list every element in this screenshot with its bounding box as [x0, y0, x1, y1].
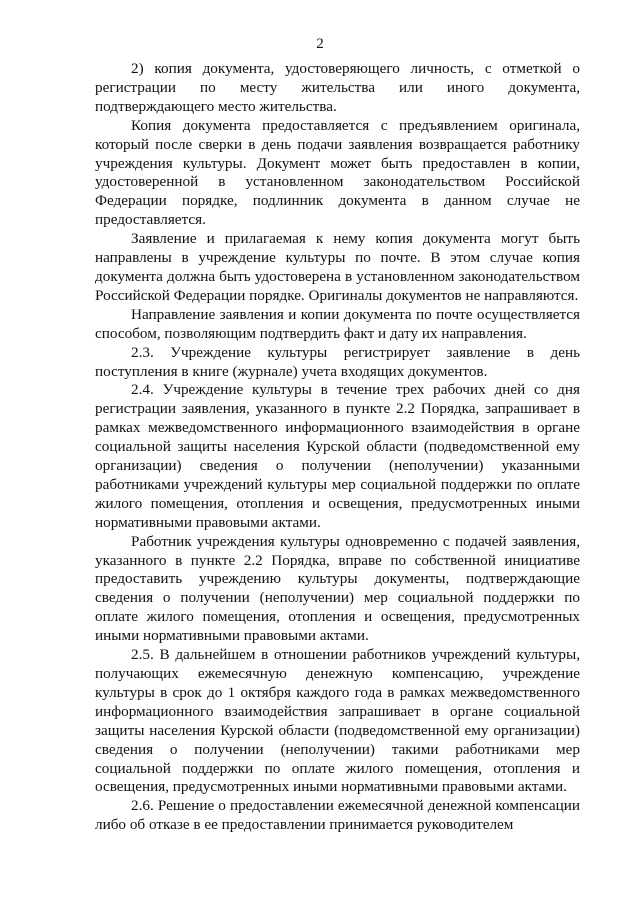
paragraph-clause-2-6: 2.6. Решение о предоставлении ежемесячной денежной компенсации либо об отказе в ее предоставлении принимается руководителем — [95, 797, 580, 834]
paragraph-item-2-copy-identity: 2) копия документа, удостоверяющего личность, с отметкой о регистрации по месту жительства или иного документа, подтверждающего место жительства. — [95, 60, 580, 115]
paragraph-mail-method: Направление заявления и копии документа по почте осуществляется способом, позволяющим подтвердить факт и дату их направления. — [95, 305, 580, 342]
page-number: 2 — [316, 36, 324, 52]
paragraph-clause-2-3: 2.3. Учреждение культуры регистрирует заявление в день поступления в книге (журнале) учета входящих документов. — [95, 343, 580, 380]
paragraph-worker-own-initiative: Работник учреждения культуры одновременно с подачей заявления, указанного в пункте 2.2 Порядка, вправе по собственной инициативе предоставить учреждению культуры документы, подтверждающие сведения о получении (неполучении) мер социальной поддержки по оплате жилого помещения, отопления и освещения, предусмотренных иными нормативными правовыми актами. — [95, 532, 580, 645]
paragraph-clause-2-5: 2.5. В дальнейшем в отношении работников учреждений культуры, получающих ежемесячную денежную компенсацию, учреждение культуры в срок до 1 октября каждого года в рамках межведомственного информационного взаимодействия запрашивает в органе социальной защиты населения Курской области (подведомственной ему организации) сведения о получении (неполучении) такими работниками мер социальной поддержки по оплате жилого помещения, отопления и освещения, предусмотренных иными нормативными правовыми актами. — [95, 646, 580, 796]
paragraph-copy-with-original: Копия документа предоставляется с предъявлением оригинала, который после сверки в день подачи заявления возвращается работнику учреждения культуры. Документ может быть предоставлен в копии, удостоверенной в установленном законодательством Российской Федерации порядке, подлинник документа в данном случае не предоставляется. — [95, 116, 580, 229]
paragraph-mail-submission: Заявление и прилагаемая к нему копия документа могут быть направлены в учреждение культуры по почте. В этом случае копия документа должна быть удостоверена в установленном законодательством Российской Федерации порядке. Оригиналы документов не направляются. — [95, 230, 580, 304]
paragraph-clause-2-4: 2.4. Учреждение культуры в течение трех рабочих дней со дня регистрации заявления, указанного в пункте 2.2 Порядка, запрашивает в рамках межведомственного информационного взаимодействия в органе социальной защиты населения Курской области (подведомственной ему организации) сведения о получении (неполучении) указанными работниками учреждений культуры мер социальной поддержки по оплате жилого помещения, отопления и освещения, предусмотренных иными нормативными правовыми актами. — [95, 381, 580, 531]
document-body — [95, 60, 580, 835]
